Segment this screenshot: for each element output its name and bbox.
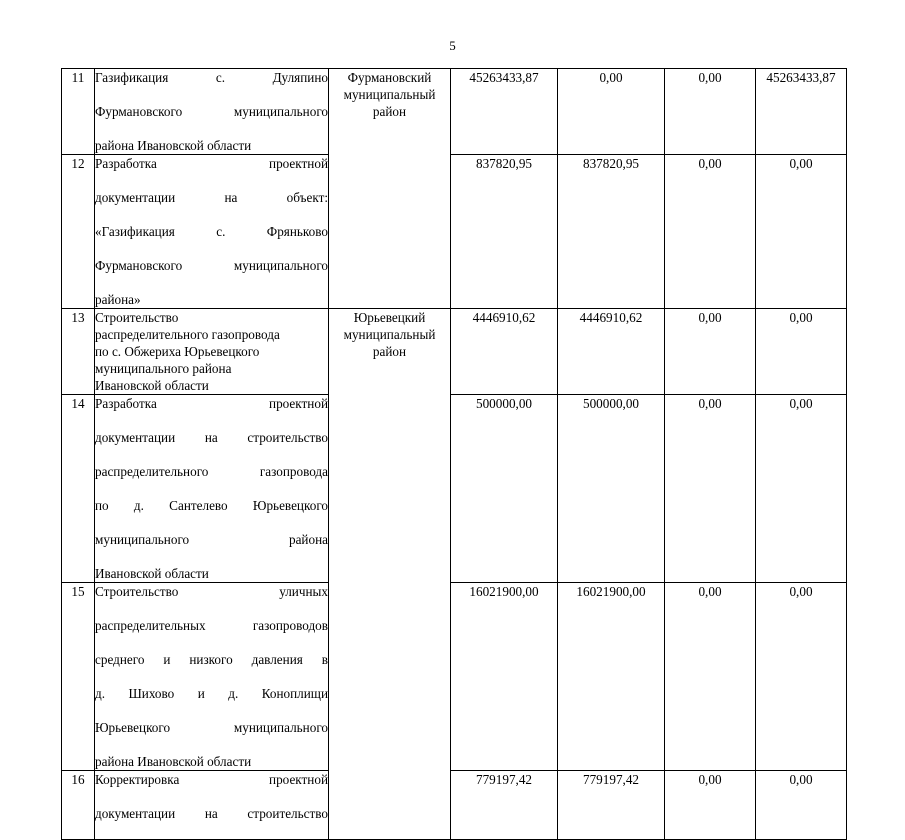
value-col4: 45263433,87 — [756, 69, 847, 155]
value-col4: 0,00 — [756, 395, 847, 583]
value-col4: 0,00 — [756, 583, 847, 771]
row-number: 12 — [62, 155, 95, 309]
table-row — [62, 771, 847, 840]
value-total: 45263433,87 — [451, 69, 558, 155]
value-col4: 0,00 — [756, 309, 847, 395]
object-name: Газификация с. Дуляпино Фурмановского муниципального района Ивановской области — [95, 70, 328, 153]
value-col2: 4446910,62 — [558, 309, 665, 395]
value-col3: 0,00 — [665, 395, 756, 583]
value-col4: 0,00 — [756, 155, 847, 309]
value-col3: 0,00 — [665, 155, 756, 309]
value-col4: 0,00 — [756, 771, 847, 840]
value-total: 4446910,62 — [451, 309, 558, 395]
table-row — [62, 155, 847, 309]
budget-table — [61, 68, 847, 840]
value-col2: 0,00 — [558, 69, 665, 155]
value-col3: 0,00 — [665, 309, 756, 395]
page-number: 5 — [449, 38, 456, 53]
district-cell: Фурмановский муниципальный район — [329, 69, 451, 309]
row-number: 13 — [62, 309, 95, 395]
value-col3: 0,00 — [665, 583, 756, 771]
value-col3: 0,00 — [665, 69, 756, 155]
value-col2: 779197,42 — [558, 771, 665, 840]
value-total: 16021900,00 — [451, 583, 558, 771]
value-total: 837820,95 — [451, 155, 558, 309]
value-total: 779197,42 — [451, 771, 558, 840]
row-number: 11 — [62, 69, 95, 155]
table-row — [62, 309, 847, 395]
district-cell: Юрьевецкий муниципальный район — [329, 309, 451, 840]
object-name: Строительство распределительного газопровода по с. Обжериха Юрьевецкого муниципального района Ивановской области — [95, 309, 329, 395]
value-col2: 500000,00 — [558, 395, 665, 583]
table-row — [62, 69, 847, 155]
value-col2: 837820,95 — [558, 155, 665, 309]
row-number: 15 — [62, 583, 95, 771]
object-name: Строительство уличных распределительных газопроводов среднего и низкого давления в д. Шихово и д. Коноплищи Юрьевецкого муниципального района Ивановской области — [95, 584, 328, 769]
object-name: Корректировка проектной документации на строительство — [95, 771, 329, 840]
value-total: 500000,00 — [451, 395, 558, 583]
object-name: Разработка проектной документации на объект: «Газификация с. Фряньково Фурмановского муниципального района» — [95, 156, 328, 307]
table-row — [62, 395, 847, 583]
value-col3: 0,00 — [665, 771, 756, 840]
object-name: Разработка проектной документации на строительство распределительного газопровода по д. Сантелево Юрьевецкого муниципального района Ивановской области — [95, 396, 328, 581]
row-number: 16 — [62, 771, 95, 840]
row-number: 14 — [62, 395, 95, 583]
value-col2: 16021900,00 — [558, 583, 665, 771]
table-row — [62, 583, 847, 771]
